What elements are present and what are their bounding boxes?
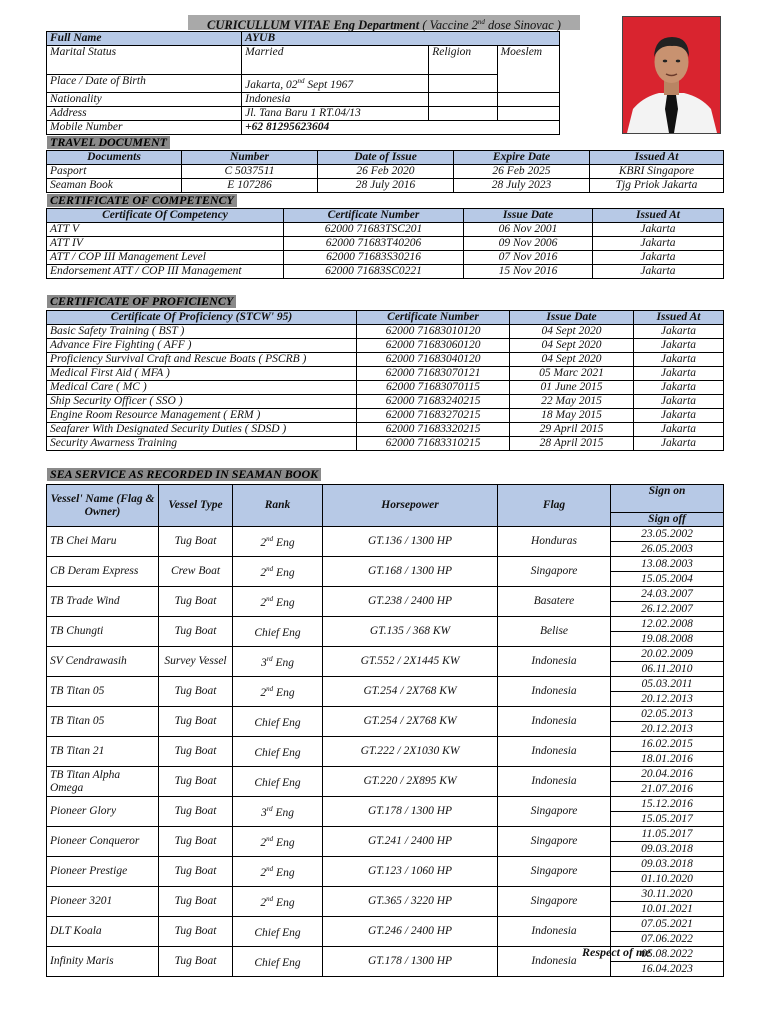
nationality-value: Indonesia <box>242 92 429 106</box>
sign-dates-cell <box>611 917 724 947</box>
certificate-cell: Security Awarness Training <box>47 437 357 451</box>
certificate-number-cell: 62000 71683070121 <box>357 367 510 381</box>
horsepower-cell: GT.178 / 1300 HP <box>323 947 498 977</box>
table-row <box>47 237 724 251</box>
col-certificate-number: Certificate Number <box>284 209 464 223</box>
table-row <box>47 339 724 353</box>
col-vessel-name: Vessel' Name (Flag & Owner) <box>47 485 159 527</box>
issue-date-cell: 22 May 2015 <box>510 395 634 409</box>
issue-date-cell: 26 Feb 2020 <box>318 165 454 179</box>
certificate-cell: Engine Room Resource Management ( ERM ) <box>47 409 357 423</box>
issued-at-cell: Jakarta <box>634 339 724 353</box>
issue-date-cell: 28 July 2016 <box>318 179 454 193</box>
sign-dates-cell <box>611 677 724 707</box>
vessel-type-cell: Tug Boat <box>159 947 233 977</box>
horsepower-cell: GT.254 / 2X768 KW <box>323 677 498 707</box>
table-row <box>47 353 724 367</box>
certificate-cell: Seafarer With Designated Security Duties ( SDSD ) <box>47 423 357 437</box>
issued-at-cell: KBRI Singapore <box>590 165 724 179</box>
table-row <box>47 179 724 193</box>
rank-cell: 2nd Eng <box>233 857 323 887</box>
flag-cell: Singapore <box>498 887 611 917</box>
vessel-type-cell: Tug Boat <box>159 707 233 737</box>
expire-date-cell: 28 July 2023 <box>454 179 590 193</box>
table-row <box>47 527 724 557</box>
issued-at-cell: Jakarta <box>634 395 724 409</box>
rank-cell: Chief Eng <box>233 767 323 797</box>
table-row <box>47 223 724 237</box>
mobile-label: Mobile Number <box>47 120 242 134</box>
rank-cell: Chief Eng <box>233 917 323 947</box>
vessel-type-cell: Tug Boat <box>159 677 233 707</box>
issued-at-cell: Jakarta <box>634 367 724 381</box>
rank-cell: Chief Eng <box>233 737 323 767</box>
table-row <box>47 251 724 265</box>
table-row <box>47 797 724 827</box>
sign-dates-cell <box>611 797 724 827</box>
flag-cell: Indonesia <box>498 737 611 767</box>
col-number: Number <box>182 151 318 165</box>
vessel-name-cell: Pioneer Glory <box>47 797 159 827</box>
issued-at-cell: Jakarta <box>634 409 724 423</box>
vessel-type-cell: Survey Vessel <box>159 647 233 677</box>
issued-at-cell: Jakarta <box>634 325 724 339</box>
flag-cell: Singapore <box>498 857 611 887</box>
table-row <box>47 887 724 917</box>
sign-off-date: 15.05.2004 <box>611 571 723 586</box>
travel-document-table <box>46 150 724 193</box>
sign-off-date: 20.12.2013 <box>611 721 723 736</box>
birth-value: Jakarta, 02nd Sept 1967 <box>242 75 429 93</box>
address-label: Address <box>47 106 242 120</box>
sign-dates-cell <box>611 707 724 737</box>
vessel-name-cell: SV Cendrawasih <box>47 647 159 677</box>
rank-cell: 2nd Eng <box>233 827 323 857</box>
issue-date-cell: 28 April 2015 <box>510 437 634 451</box>
vessel-name-cell: Infinity Maris <box>47 947 159 977</box>
sign-on-date: 16.02.2015 <box>641 738 693 750</box>
table-row <box>47 367 724 381</box>
document-cell: Seaman Book <box>47 179 182 193</box>
title-note: ( Vaccine 2nd dose Sinovac ) <box>422 18 561 33</box>
certificate-number-cell: 62000 71683TSC201 <box>284 223 464 237</box>
sign-on-date: 11.05.2017 <box>641 828 693 840</box>
certificate-cell: Advance Fire Fighting ( AFF ) <box>47 339 357 353</box>
horsepower-cell: GT.246 / 2400 HP <box>323 917 498 947</box>
vessel-type-cell: Tug Boat <box>159 767 233 797</box>
vessel-type-cell: Tug Boat <box>159 857 233 887</box>
horsepower-cell: GT.135 / 368 KW <box>323 617 498 647</box>
col-issue-date: Issue Date <box>510 311 634 325</box>
vessel-type-cell: Tug Boat <box>159 887 233 917</box>
sign-on-date: 07.05.2021 <box>641 918 693 930</box>
full-name-value: AYUB <box>242 32 560 46</box>
vessel-name-cell: TB Titan 05 <box>47 707 159 737</box>
vessel-name-cell: DLT Koala <box>47 917 159 947</box>
vessel-name-cell: TB Titan 05 <box>47 677 159 707</box>
issue-date-cell: 04 Sept 2020 <box>510 325 634 339</box>
horsepower-cell: GT.168 / 1300 HP <box>323 557 498 587</box>
sign-off-date: 21.07.2016 <box>611 781 723 796</box>
col-rank: Rank <box>233 485 323 527</box>
col-issue-date: Issue Date <box>464 209 593 223</box>
rank-cell: 2nd Eng <box>233 677 323 707</box>
certificate-cell: Endorsement ATT / COP III Management <box>47 265 284 279</box>
col-proficiency: Certificate Of Proficiency (STCW' 95) <box>47 311 357 325</box>
issue-date-cell: 07 Nov 2016 <box>464 251 593 265</box>
vessel-name-cell: TB Chungti <box>47 617 159 647</box>
table-row <box>47 827 724 857</box>
table-row <box>47 857 724 887</box>
rank-cell: Chief Eng <box>233 707 323 737</box>
person-portrait-icon <box>623 17 720 133</box>
sign-off-date: 16.04.2023 <box>611 961 723 976</box>
flag-cell: Basatere <box>498 587 611 617</box>
number-cell: E 107286 <box>182 179 318 193</box>
horsepower-cell: GT.136 / 1300 HP <box>323 527 498 557</box>
sea-service-heading: SEA SERVICE AS RECORDED IN SEAMAN BOOK <box>47 468 321 481</box>
sign-off-date: 07.06.2022 <box>611 931 723 946</box>
col-expire-date: Expire Date <box>454 151 590 165</box>
issued-at-cell: Jakarta <box>634 437 724 451</box>
table-row <box>47 587 724 617</box>
certificate-cell: ATT / COP III Management Level <box>47 251 284 265</box>
horsepower-cell: GT.123 / 1060 HP <box>323 857 498 887</box>
table-row <box>47 707 724 737</box>
col-certificate: Certificate Of Competency <box>47 209 284 223</box>
sign-on-date: 02.05.2013 <box>641 708 693 720</box>
col-sign-off: Sign off <box>611 513 724 527</box>
vessel-name-cell: TB Chei Maru <box>47 527 159 557</box>
sign-off-date: 19.08.2008 <box>611 631 723 646</box>
horsepower-cell: GT.552 / 2X1445 KW <box>323 647 498 677</box>
certificate-number-cell: 62000 71683320215 <box>357 423 510 437</box>
vessel-name-cell: Pioneer Prestige <box>47 857 159 887</box>
table-row <box>47 265 724 279</box>
competency-heading: CERTIFICATE OF COMPETENCY <box>47 194 237 207</box>
certificate-cell: Ship Security Officer ( SSO ) <box>47 395 357 409</box>
col-documents: Documents <box>47 151 182 165</box>
proficiency-table <box>46 310 724 451</box>
col-issued-at: Issued At <box>590 151 724 165</box>
full-name-label: Full Name <box>47 32 242 46</box>
col-issued-at: Issued At <box>593 209 724 223</box>
marital-status-value: Married <box>242 46 429 75</box>
flag-cell: Indonesia <box>498 917 611 947</box>
vessel-name-cell: TB Trade Wind <box>47 587 159 617</box>
vessel-type-cell: Tug Boat <box>159 917 233 947</box>
horsepower-cell: GT.241 / 2400 HP <box>323 827 498 857</box>
rank-cell: 3rd Eng <box>233 797 323 827</box>
travel-document-heading: TRAVEL DOCUMENT <box>47 136 170 149</box>
table-row <box>47 767 724 797</box>
sign-on-date: 13.08.2003 <box>641 558 693 570</box>
sign-dates-cell <box>611 767 724 797</box>
birth-label: Place / Date of Birth <box>47 75 242 93</box>
vessel-type-cell: Tug Boat <box>159 797 233 827</box>
certificate-number-cell: 62000 71683S30216 <box>284 251 464 265</box>
col-date-of-issue: Date of Issue <box>318 151 454 165</box>
horsepower-cell: GT.238 / 2400 HP <box>323 587 498 617</box>
sign-on-date: 23.05.2002 <box>641 528 693 540</box>
sign-on-date: 15.12.2016 <box>641 798 693 810</box>
issued-at-cell: Tjg Priok Jakarta <box>590 179 724 193</box>
horsepower-cell: GT.178 / 1300 HP <box>323 797 498 827</box>
issue-date-cell: 18 May 2015 <box>510 409 634 423</box>
proficiency-heading: CERTIFICATE OF PROFICIENCY <box>47 295 236 308</box>
flag-cell: Indonesia <box>498 647 611 677</box>
sign-dates-cell <box>611 857 724 887</box>
col-certificate-number: Certificate Number <box>357 311 510 325</box>
document-title <box>188 15 580 33</box>
flag-cell: Belise <box>498 617 611 647</box>
sign-dates-cell <box>611 617 724 647</box>
number-cell: C 5037511 <box>182 165 318 179</box>
horsepower-cell: GT.222 / 2X1030 KW <box>323 737 498 767</box>
table-row <box>47 647 724 677</box>
sign-dates-cell <box>611 827 724 857</box>
sign-on-date: 12.02.2008 <box>641 618 693 630</box>
issue-date-cell: 05 Marc 2021 <box>510 367 634 381</box>
issue-date-cell: 29 April 2015 <box>510 423 634 437</box>
vessel-type-cell: Tug Boat <box>159 587 233 617</box>
document-cell: Pasport <box>47 165 182 179</box>
table-row <box>47 557 724 587</box>
col-issued-at: Issued At <box>634 311 724 325</box>
issued-at-cell: Jakarta <box>593 223 724 237</box>
table-row <box>47 325 724 339</box>
certificate-number-cell: 62000 71683SC0221 <box>284 265 464 279</box>
vessel-name-cell: CB Deram Express <box>47 557 159 587</box>
sign-dates-cell <box>611 587 724 617</box>
certificate-cell: Medical First Aid ( MFA ) <box>47 367 357 381</box>
sign-dates-cell <box>611 527 724 557</box>
table-row <box>47 677 724 707</box>
issue-date-cell: 04 Sept 2020 <box>510 353 634 367</box>
sign-off-date: 20.12.2013 <box>611 691 723 706</box>
certificate-cell: ATT V <box>47 223 284 237</box>
certificate-number-cell: 62000 71683010120 <box>357 325 510 339</box>
sign-dates-cell <box>611 737 724 767</box>
flag-cell: Singapore <box>498 797 611 827</box>
sign-off-date: 06.11.2010 <box>611 661 723 676</box>
table-row <box>47 395 724 409</box>
sign-dates-cell <box>611 557 724 587</box>
sign-off-date: 15.05.2017 <box>611 811 723 826</box>
sign-off-date: 10.01.2021 <box>611 901 723 916</box>
flag-cell: Indonesia <box>498 767 611 797</box>
rank-cell: Chief Eng <box>233 617 323 647</box>
sea-service-table <box>46 484 724 977</box>
sign-off-date: 26.05.2003 <box>611 541 723 556</box>
sign-off-date: 09.03.2018 <box>611 841 723 856</box>
profile-photo <box>622 16 721 134</box>
issue-date-cell: 01 June 2015 <box>510 381 634 395</box>
issue-date-cell: 04 Sept 2020 <box>510 339 634 353</box>
sign-off-date: 18.01.2016 <box>611 751 723 766</box>
nationality-label: Nationality <box>47 92 242 106</box>
mobile-value: +62 81295623604 <box>242 120 560 134</box>
sign-on-date: 05.08.2022 <box>641 948 693 960</box>
vessel-name-cell: Pioneer 3201 <box>47 887 159 917</box>
horsepower-cell: GT.254 / 2X768 KW <box>323 707 498 737</box>
certificate-cell: ATT IV <box>47 237 284 251</box>
certificate-number-cell: 62000 71683310215 <box>357 437 510 451</box>
sign-on-date: 09.03.2018 <box>641 858 693 870</box>
flag-cell: Indonesia <box>498 677 611 707</box>
personal-info-table <box>46 31 560 135</box>
sign-on-date: 05.03.2011 <box>641 678 693 690</box>
issued-at-cell: Jakarta <box>593 265 724 279</box>
religion-value: Moeslem <box>497 46 559 93</box>
col-sign-on: Sign on <box>611 485 724 513</box>
issue-date-cell: 09 Nov 2006 <box>464 237 593 251</box>
vessel-name-cell: Pioneer Conqueror <box>47 827 159 857</box>
vessel-name-cell: TB Titan Alpha Omega <box>47 767 159 797</box>
rank-cell: Chief Eng <box>233 947 323 977</box>
certificate-number-cell: 62000 71683070115 <box>357 381 510 395</box>
table-row <box>47 423 724 437</box>
flag-cell: Honduras <box>498 527 611 557</box>
religion-label: Religion <box>429 46 497 75</box>
table-row <box>47 437 724 451</box>
vessel-type-cell: Tug Boat <box>159 737 233 767</box>
rank-cell: 2nd Eng <box>233 887 323 917</box>
vessel-type-cell: Tug Boat <box>159 617 233 647</box>
col-flag: Flag <box>498 485 611 527</box>
issue-date-cell: 06 Nov 2001 <box>464 223 593 237</box>
col-vessel-type: Vessel Type <box>159 485 233 527</box>
sign-off-date: 01.10.2020 <box>611 871 723 886</box>
rank-cell: 2nd Eng <box>233 557 323 587</box>
issued-at-cell: Jakarta <box>634 353 724 367</box>
col-horsepower: Horsepower <box>323 485 498 527</box>
sign-on-date: 20.02.2009 <box>641 648 693 660</box>
marital-status-label: Marital Status <box>47 46 242 75</box>
religion-spacer <box>429 75 497 93</box>
rank-cell: 2nd Eng <box>233 587 323 617</box>
vessel-type-cell: Tug Boat <box>159 527 233 557</box>
certificate-number-cell: 62000 71683T40206 <box>284 237 464 251</box>
table-row <box>47 381 724 395</box>
table-row <box>47 165 724 179</box>
rank-cell: 3rd Eng <box>233 647 323 677</box>
certificate-cell: Basic Safety Training ( BST ) <box>47 325 357 339</box>
issued-at-cell: Jakarta <box>593 237 724 251</box>
competency-table <box>46 208 724 279</box>
table-row <box>47 617 724 647</box>
issued-at-cell: Jakarta <box>593 251 724 265</box>
table-row <box>47 917 724 947</box>
title-main: CURICULLUM VITAE Eng Department <box>207 18 420 33</box>
closing-text: Respect of me <box>582 945 651 959</box>
address-value: Jl. Tana Baru 1 RT.04/13 <box>242 106 429 120</box>
certificate-cell: Medical Care ( MC ) <box>47 381 357 395</box>
sign-dates-cell <box>611 647 724 677</box>
sign-off-date: 26.12.2007 <box>611 601 723 616</box>
issued-at-cell: Jakarta <box>634 381 724 395</box>
certificate-number-cell: 62000 71683060120 <box>357 339 510 353</box>
horsepower-cell: GT.220 / 2X895 KW <box>323 767 498 797</box>
sign-on-date: 20.04.2016 <box>641 768 693 780</box>
table-row <box>47 409 724 423</box>
sign-dates-cell <box>611 887 724 917</box>
table-row <box>47 737 724 767</box>
sign-on-date: 24.03.2007 <box>641 588 693 600</box>
issue-date-cell: 15 Nov 2016 <box>464 265 593 279</box>
flag-cell: Singapore <box>498 827 611 857</box>
vessel-name-cell: TB Titan 21 <box>47 737 159 767</box>
certificate-number-cell: 62000 71683270215 <box>357 409 510 423</box>
certificate-number-cell: 62000 71683240215 <box>357 395 510 409</box>
vessel-type-cell: Crew Boat <box>159 557 233 587</box>
issued-at-cell: Jakarta <box>634 423 724 437</box>
rank-cell: 2nd Eng <box>233 527 323 557</box>
expire-date-cell: 26 Feb 2025 <box>454 165 590 179</box>
flag-cell: Indonesia <box>498 707 611 737</box>
flag-cell: Singapore <box>498 557 611 587</box>
horsepower-cell: GT.365 / 3220 HP <box>323 887 498 917</box>
sign-on-date: 30.11.2020 <box>641 888 693 900</box>
certificate-cell: Proficiency Survival Craft and Rescue Boats ( PSCRB ) <box>47 353 357 367</box>
certificate-number-cell: 62000 71683040120 <box>357 353 510 367</box>
flag-cell: Indonesia <box>498 947 611 977</box>
vessel-type-cell: Tug Boat <box>159 827 233 857</box>
